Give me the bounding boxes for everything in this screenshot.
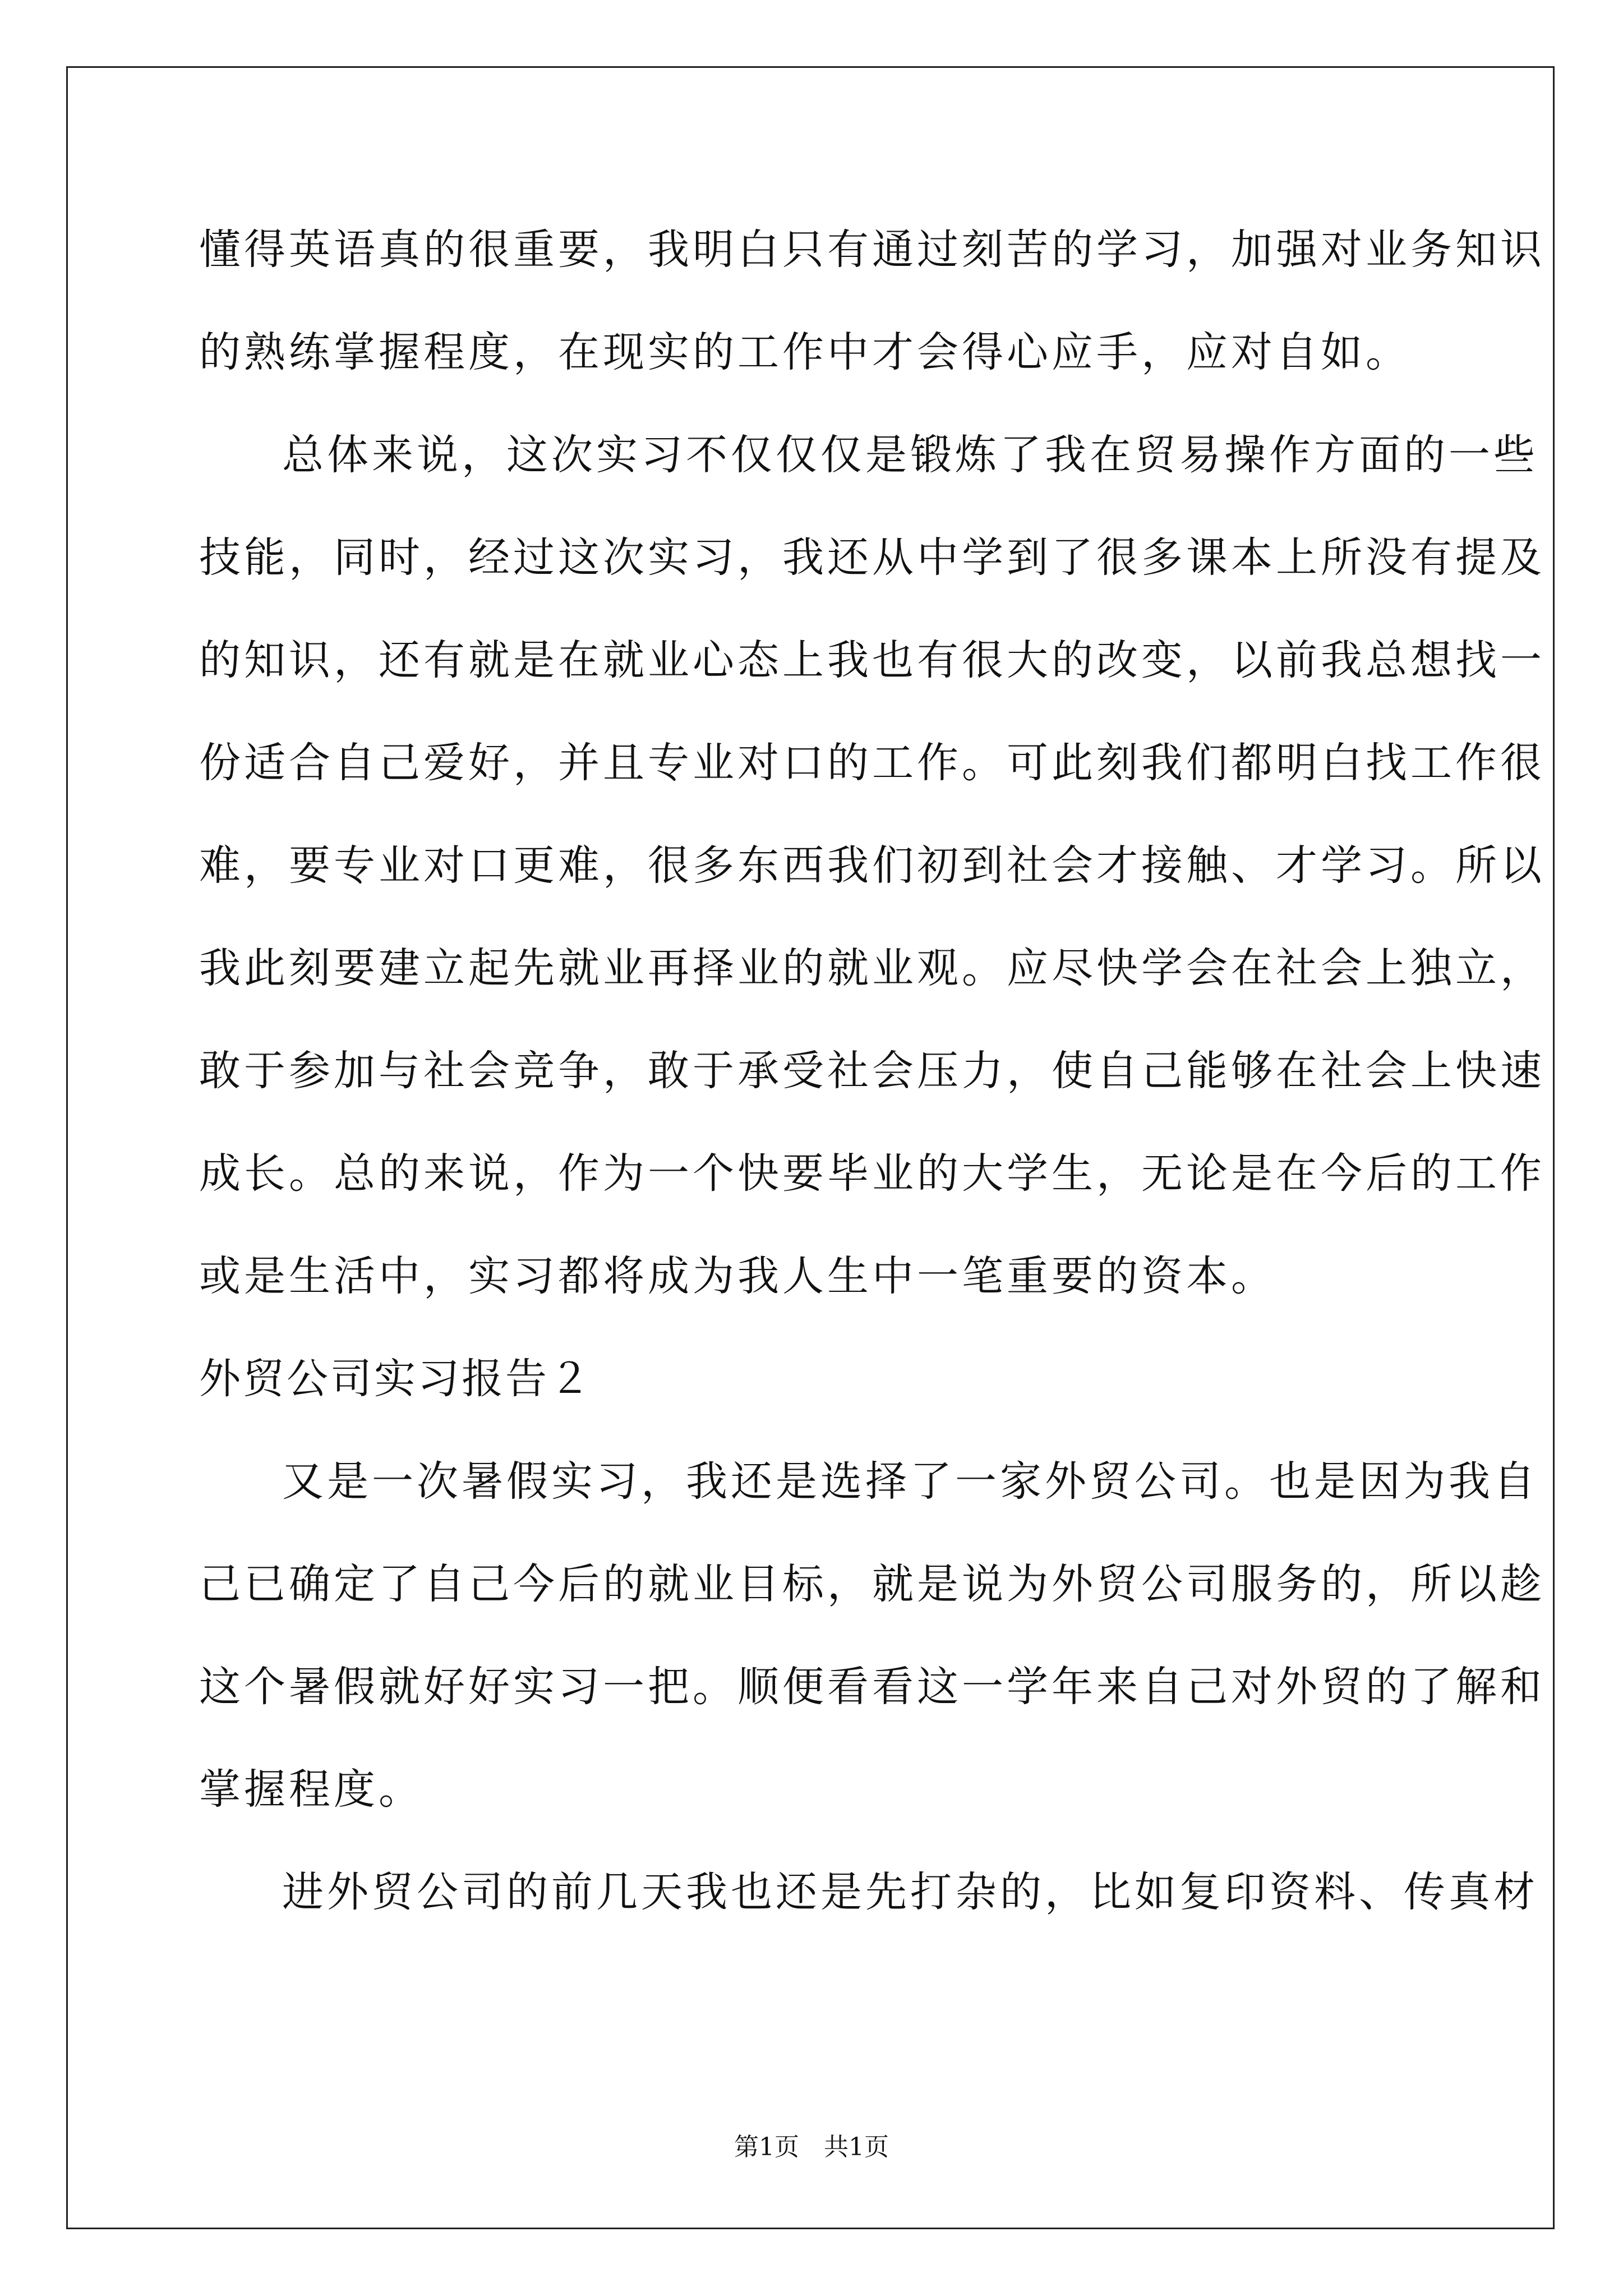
paragraph-start: 总体来说，这次实习不仅仅仅是锻炼了我在贸易操作方面的一些 bbox=[282, 431, 1538, 479]
paragraph-start: 又是一次暑假实习，我还是选择了一家外贸公司。也是因为我自 bbox=[282, 1457, 1538, 1506]
section-heading: 外贸公司实习报告２ bbox=[199, 1355, 593, 1403]
text-line: 懂得英语真的很重要，我明白只有通过刻苦的学习，加强对业务知识 bbox=[199, 226, 1545, 274]
text-line: 的知识，还有就是在就业心态上我也有很大的改变，以前我总想找一 bbox=[199, 636, 1545, 684]
text-line: 或是生活中，实习都将成为我人生中一笔重要的资本。 bbox=[199, 1252, 1276, 1300]
text-line: 技能，同时，经过这次实习，我还从中学到了很多课本上所没有提及 bbox=[199, 533, 1545, 582]
text-line: 这个暑假就好好实习一把。顺便看看这一学年来自己对外贸的了解和 bbox=[199, 1663, 1545, 1711]
text-line: 我此刻要建立起先就业再择业的就业观。应尽快学会在社会上独立， bbox=[199, 944, 1545, 992]
paragraph-start: 进外贸公司的前几天我也还是先打杂的，比如复印资料、传真材 bbox=[282, 1868, 1538, 1916]
text-line: 份适合自己爱好，并且专业对口的工作。可此刻我们都明白找工作很 bbox=[199, 739, 1545, 787]
text-line: 掌握程度。 bbox=[199, 1765, 423, 1814]
text-line: 敢于参加与社会竞争，敢于承受社会压力，使自己能够在社会上快速 bbox=[199, 1047, 1545, 1095]
text-line: 难，要专业对口更难，很多东西我们初到社会才接触、才学习。所以 bbox=[199, 841, 1545, 890]
text-line: 成长。总的来说，作为一个快要毕业的大学生，无论是在今后的工作 bbox=[199, 1149, 1545, 1198]
text-line: 己已确定了自己今后的就业目标，就是说为外贸公司服务的，所以趁 bbox=[199, 1560, 1545, 1608]
page-number-footer: 第1页 共1页 bbox=[734, 2133, 889, 2161]
text-line: 的熟练掌握程度，在现实的工作中才会得心应手，应对自如。 bbox=[199, 328, 1410, 376]
document-body bbox=[199, 216, 1545, 1961]
